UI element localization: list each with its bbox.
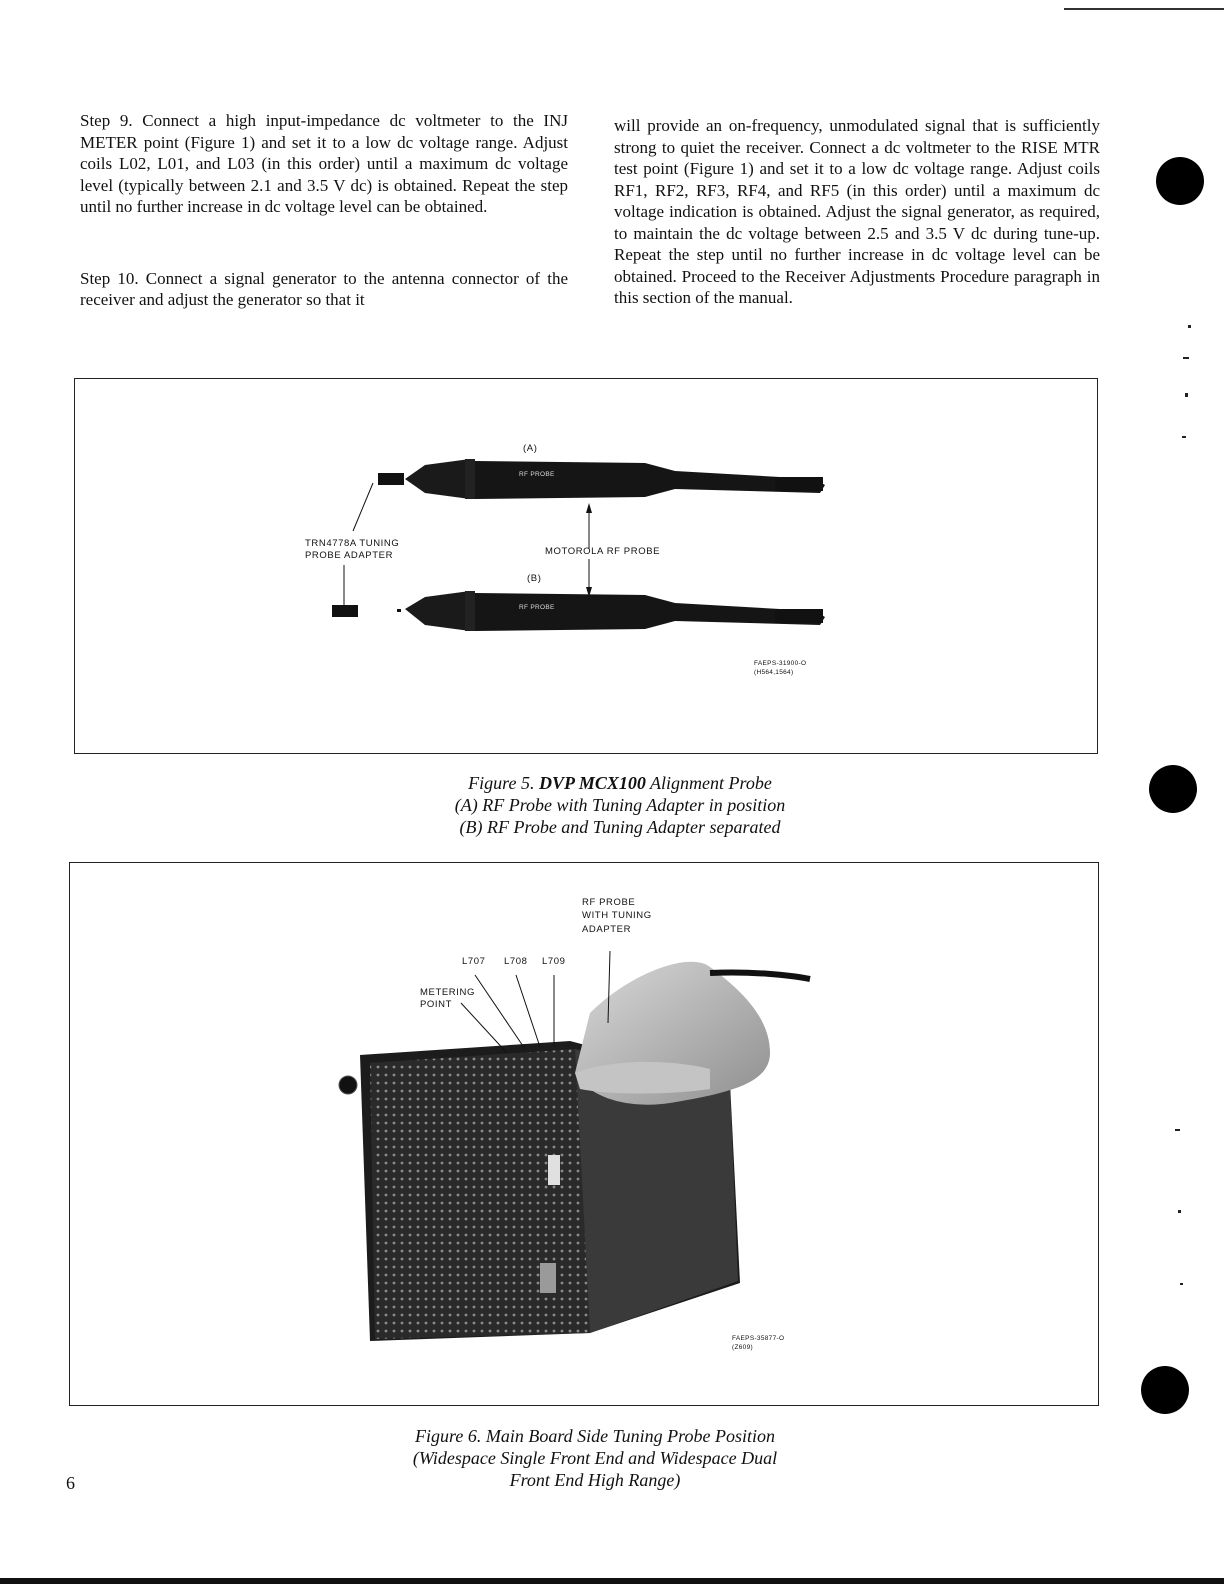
probe-b-drawing xyxy=(332,591,825,631)
scan-speck xyxy=(1183,357,1189,359)
board-photo xyxy=(70,863,1098,1405)
figure-6-code-line2: (Z609) xyxy=(732,1344,753,1351)
binder-hole-mark-2 xyxy=(1149,765,1197,813)
probe-label-line1: RF PROBE xyxy=(582,897,636,908)
top-edge-rule xyxy=(1064,8,1224,10)
figure-5-caption xyxy=(300,772,940,838)
scan-speck xyxy=(1178,1210,1181,1213)
figure-5-box xyxy=(74,378,1098,754)
figure-6-caption-line1: Figure 6. Main Board Side Tuning Probe Position xyxy=(415,1426,775,1446)
page-number: 6 xyxy=(66,1473,75,1493)
figure-6-code-line1: FAEPS-35877-O xyxy=(732,1335,785,1342)
figure-6-caption xyxy=(300,1425,890,1491)
scan-speck xyxy=(1188,325,1191,328)
figure-6-caption-line2: (Widespace Single Front End and Widespace Dual xyxy=(412,1448,778,1468)
caption-prefix: Figure 5. xyxy=(468,773,539,793)
label-b: (B) xyxy=(527,573,542,584)
scan-speck xyxy=(1185,393,1188,397)
probe-label-line2: WITH TUNING xyxy=(582,910,652,921)
caption-bold-model: DVP MCX100 xyxy=(538,773,646,793)
coil-l707-label: L707 xyxy=(462,956,486,967)
left-column xyxy=(80,110,568,311)
metering-label-line1: METERING xyxy=(420,987,475,998)
probe-text-b: RF PROBE xyxy=(519,604,555,611)
scan-speck xyxy=(1175,1129,1180,1131)
coil-l709-label: L709 xyxy=(542,956,566,967)
probe-illustration xyxy=(75,379,1097,753)
binder-hole-mark-1 xyxy=(1156,157,1204,205)
label-a: (A) xyxy=(523,443,538,454)
figure-5-caption-line3: (B) RF Probe and Tuning Adapter separated xyxy=(459,817,781,837)
figure-5-caption-line1 xyxy=(300,772,940,794)
motorola-probe-label: MOTOROLA RF PROBE xyxy=(545,546,661,557)
adapter-label-line1: TRN4778A TUNING xyxy=(305,538,400,549)
figure-6-box xyxy=(69,862,1099,1406)
step-10-continued-paragraph: will provide an on-frequency, unmodulated signal that is sufficiently strong to quiet the receiver. Connect a dc voltmeter to the RISE MTR test point (Figure 1) and set it to a low dc voltage range. Adjust coils RF1, RF2, RF3, RF4, and RF5 (in this order) until a maximum dc voltage indication is obtained. Adjust the signal generator, as required, to maintain the dc voltage between 2.5 and 3.5 V dc during tune-up. Repeat the step until no further increase in dc voltage level can be obtained. Proceed to the Receiver Adjustments Procedure paragraph in this section of the manual. xyxy=(614,116,1100,307)
caption-suffix: Alignment Probe xyxy=(645,773,772,793)
metering-label-line2: POINT xyxy=(420,999,453,1010)
probe-text-a: RF PROBE xyxy=(519,471,555,478)
probe-label-line3: ADAPTER xyxy=(582,924,632,935)
figure-5-caption-line2: (A) RF Probe with Tuning Adapter in position xyxy=(454,795,786,815)
figure-5-code-line2: (H564,1564) xyxy=(754,669,794,676)
scan-speck xyxy=(1180,1283,1183,1285)
right-column xyxy=(614,115,1100,309)
scan-speck xyxy=(1182,436,1186,438)
figure-5-code-line1: FAEPS-31900-O xyxy=(754,660,807,667)
coil-l708-label: L708 xyxy=(504,956,528,967)
binder-hole-mark-3 xyxy=(1141,1366,1189,1414)
step-10-paragraph: Step 10. Connect a signal generator to the antenna connector of the receiver and adjust the generator so that it xyxy=(80,268,568,309)
step-9-paragraph: Step 9. Connect a high input-impedance dc voltmeter to the INJ METER point (Figure 1) and set it to a low dc voltage range. Adjust coils L02, L01, and L03 (in this order) until a maximum dc voltage level (typically between 2.1 and 3.5 V dc) is obtained. Repeat the step until no further increase in dc voltage level can be obtained. xyxy=(80,111,568,216)
figure-6-caption-line3: Front End High Range) xyxy=(509,1470,681,1490)
adapter-label-line2: PROBE ADAPTER xyxy=(305,550,394,561)
probe-a-drawing xyxy=(378,459,825,499)
bottom-edge-rule xyxy=(0,1578,1224,1584)
